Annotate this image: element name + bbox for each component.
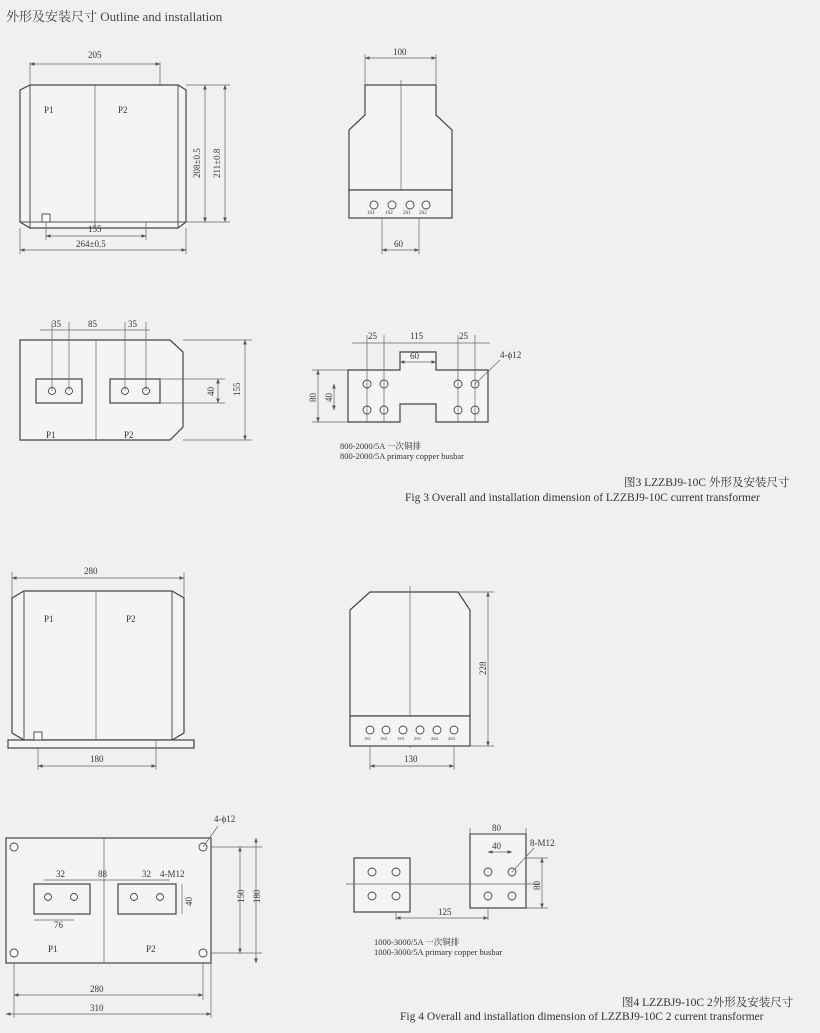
fig4-busbar-dim-80: 80	[492, 823, 501, 833]
fig3-plan-dim-40: 40	[206, 387, 216, 396]
fig4-busbar-dim-125: 125	[438, 907, 452, 917]
fig3-dim-60: 60	[394, 239, 403, 249]
fig4-dim-180: 180	[90, 754, 104, 764]
fig4-plan-dim-76: 76	[54, 920, 63, 930]
fig3-terminal-1s2: 1S2	[385, 211, 393, 216]
fig4-plan-dim-280: 280	[90, 984, 104, 994]
fig3-busbar-dim-25b: 25	[459, 331, 468, 341]
fig3-busbar-dim-80: 80	[308, 393, 318, 402]
fig3-dim-155: 155	[88, 224, 102, 234]
fig3-caption-en: Fig 3 Overall and installation dimension of LZZBJ9-10C current transformer	[405, 492, 760, 504]
fig3-terminal-2s1: 2S1	[403, 211, 411, 216]
fig4-busbar-bolts: 8-M12	[530, 838, 555, 848]
fig3-terminal-1s1: 1S1	[367, 211, 375, 216]
fig4-plan-p2: P2	[146, 944, 156, 954]
fig4-side-view	[350, 586, 494, 770]
fig4-terminal-1s3: 1S3	[397, 736, 405, 741]
fig4-plan-holes: 4-ϕ12	[214, 814, 236, 824]
fig3-dim-208: 208±0.5	[192, 148, 202, 178]
fig3-plan-p1: P1	[46, 430, 56, 440]
fig3-busbar-dim-60: 60	[410, 351, 419, 361]
fig4-terminal-1s1: 1S1	[364, 736, 372, 741]
fig4-plan-dim-310: 310	[90, 1003, 104, 1013]
fig4-busbar	[346, 823, 555, 920]
fig4-dim-228: 228	[478, 661, 488, 675]
fig4-plan-dim-40: 40	[184, 897, 194, 906]
fig3-dim-211: 211±0.8	[212, 148, 222, 178]
fig3-terminal-2s2: 2S2	[419, 211, 427, 216]
fig3-plan-dim-85: 85	[88, 319, 97, 329]
fig3-dim-100: 100	[393, 47, 407, 57]
fig4-plan-dim-150: 150	[236, 889, 246, 903]
fig3-plan-p2: P2	[124, 430, 134, 440]
fig3-busbar-dim-40: 40	[324, 393, 334, 402]
fig3-busbar-holes: 4-ϕ12	[500, 350, 522, 360]
fig4-caption-cn: 图4 LZZBJ9-10C 2外形及安装尺寸	[622, 997, 794, 1009]
fig4-plan-dim-32a: 32	[56, 869, 65, 879]
fig3-busbar-caption-cn: 800-2000/5A 一次铜排	[340, 441, 421, 451]
fig4-plan-dim-32b: 32	[142, 869, 151, 879]
fig4-plan-dim-180: 180	[252, 889, 262, 903]
fig3-plan-dim-35b: 35	[128, 319, 137, 329]
fig4-plan-bolts: 4-M12	[160, 869, 185, 879]
fig3-front-p2: P2	[118, 105, 128, 115]
fig4-front-p2: P2	[126, 614, 136, 624]
fig3-busbar-caption-en: 800-2000/5A primary copper busbar	[340, 451, 464, 461]
fig4-dim-130: 130	[404, 754, 418, 764]
fig4-terminal-2s1: 2S1	[414, 736, 422, 741]
fig4-busbar-caption-en: 1000-3000/5A primary copper busbar	[374, 947, 503, 957]
fig4-terminal-2s2: 2S2	[431, 736, 439, 741]
fig4-caption-en: Fig 4 Overall and installation dimension of LZZBJ9-10C 2 current transformer	[400, 1011, 764, 1023]
fig4-front-p1: P1	[44, 614, 54, 624]
page-heading: 外形及安装尺寸 Outline and installation	[6, 9, 223, 24]
fig4-plan-view	[6, 814, 262, 1018]
fig4-plan-dim-88: 88	[98, 869, 107, 879]
fig3-dim-264: 264±0.5	[76, 239, 106, 249]
fig4-dim-280: 280	[84, 566, 98, 576]
fig3-caption-cn: 图3 LZZBJ9-10C 外形及安装尺寸	[624, 477, 790, 489]
fig3-plan-dim-35a: 35	[52, 319, 61, 329]
fig3-busbar-dim-115: 115	[410, 331, 424, 341]
fig4-terminal-2s3: 2S3	[448, 736, 456, 741]
fig4-plan-p1: P1	[48, 944, 58, 954]
fig4-front-view	[8, 566, 194, 770]
fig4-busbar-dim-v80: 80	[532, 881, 542, 890]
fig4-busbar-caption-cn: 1000-3000/5A 一次铜排	[374, 937, 460, 947]
fig3-plan-dim-155: 155	[232, 382, 242, 396]
fig4-terminal-1s2: 1S2	[380, 736, 388, 741]
fig4-busbar-dim-40: 40	[492, 841, 501, 851]
fig3-dim-205: 205	[88, 50, 102, 60]
fig3-front-p1: P1	[44, 105, 54, 115]
fig3-busbar-dim-25a: 25	[368, 331, 377, 341]
